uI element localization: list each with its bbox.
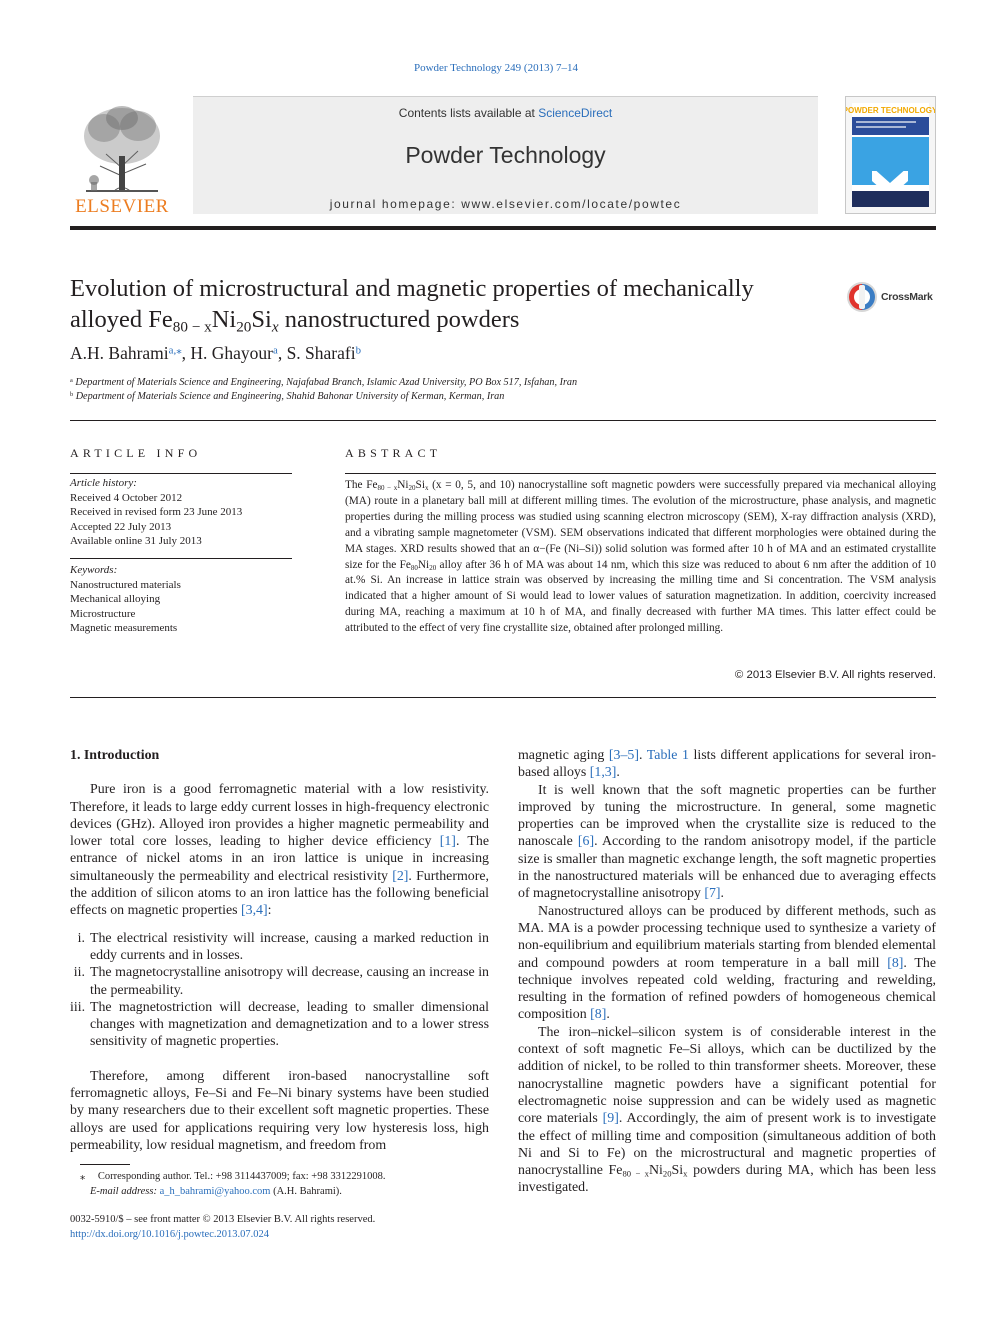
author-affiliation-link[interactable]: b: [355, 344, 362, 357]
abstract-divider: [345, 473, 936, 474]
email-link[interactable]: a_h_bahrami@yahoo.com: [159, 1185, 271, 1197]
author-name: H. Ghayour: [190, 343, 273, 363]
title-line-2: alloyed $Fe_{80 - x}Ni_{20}Si_x$ nanostructured powders: [70, 306, 520, 336]
keyword: Magnetic measurements: [70, 622, 178, 634]
author-affiliation-link[interactable]: a: [273, 344, 278, 357]
keywords-divider: [70, 558, 292, 559]
issn-line: 0032-5910/$ – see front matter © 2013 Elsevier B.V. All rights reserved.: [70, 1214, 376, 1225]
cover-art-icon: [846, 97, 935, 213]
elsevier-wordmark: ELSEVIER: [75, 196, 169, 216]
citation-link[interactable]: [3,4]: [241, 903, 268, 919]
body-paragraph: The iron–nickel–silicon system is of considerable interest in the context of soft magnetic Fe–Si alloys, which can be ductilized by the addition of nickel, to be rolled to thin transformer sheets. Moreover, these nanocrystalline magnetic powders have a significant potential for electromagnetic noise suppression and can be widely used as magnetic core materials [9]. Accordingly, the aim of present work is to investigate the effect of milling time and composition (simultaneous addition of both Ni and Si to Fe) on the microstructural and magnetic properties of nanocrystalline $Fe_{80 - x}Ni_{20}Si_x$ powders during MA, which has been less investigated.: [518, 1024, 936, 1196]
history-item: Received in revised form 23 June 2013: [70, 506, 243, 518]
email-note: E-mail address: a_h_bahrami@yahoo.com (A.H. Bahrami).: [90, 1185, 342, 1197]
elsevier-tree-icon: [70, 96, 174, 216]
body-right-column: [518, 747, 936, 1197]
article-info-divider: [70, 473, 292, 474]
citation-link[interactable]: [1,3]: [589, 765, 617, 781]
article-info-heading: ARTICLE INFO: [70, 446, 202, 460]
history-item: Available online 31 July 2013: [70, 535, 202, 547]
keyword: Microstructure: [70, 607, 136, 620]
section-heading: 1. Introduction: [70, 748, 160, 763]
footnotes: [80, 1170, 490, 1199]
affiliation-b: $^b$ Department of Materials Science and Engineering, Shahid Bahonar University of Kerman, Kerman, Iran: [70, 390, 505, 402]
contents-prefix: Contents lists available at: [398, 106, 539, 120]
title-line-1: Evolution of microstructural and magnetic properties of mechanically: [70, 275, 754, 302]
doi-link[interactable]: http://dx.doi.org/10.1016/j.powtec.2013.07.024: [70, 1228, 270, 1240]
body-paragraph: It is well known that the soft magnetic properties can be further improved by tuning the microstructure. In general, some magnetic properties can be improved when the crystallite size is reduced to the nanoscale [6]. According to the random anisotropy model, if the particle size is smaller than magnetic exchange length, the soft magnetic properties in the nanostructured materials will be enhanced due to averaging effects of magnetocrystalline anisotropy [7].: [518, 782, 936, 902]
body-left-column: [70, 747, 489, 1154]
list-item: i. The electrical resistivity will increase, causing a marked reduction in eddy currents and in losses.: [77, 930, 489, 963]
journal-banner: [193, 96, 818, 214]
body-divider: [70, 697, 936, 698]
crossmark-label: CrossMark: [881, 291, 933, 303]
citation-link[interactable]: [1]: [439, 834, 456, 850]
affiliation-a: $^a$ Department of Materials Science and Engineering, Najafabad Branch, Islamic Azad University, PO Box 517, Isfahan, Iran: [70, 376, 578, 388]
history-item: Accepted 22 July 2013: [70, 520, 172, 533]
article-title: [70, 273, 810, 335]
abstract-heading: ABSTRACT: [345, 446, 442, 460]
author-name: A.H. Bahrami: [70, 343, 169, 363]
history-item: Received 4 October 2012: [70, 491, 183, 504]
keywords: [70, 563, 181, 636]
crossmark-icon: [846, 281, 878, 313]
copyright-notice: © 2013 Elsevier B.V. All rights reserved.: [734, 669, 936, 681]
author-list: A.H. Bahrami$^{a,⁎}$, H. Ghayour$^a$, S. Sharafi$^b$: [70, 343, 362, 363]
body-paragraph: Therefore, among different iron-based nanocrystalline soft ferromagnetic alloys, Fe–Si and Fe–Ni binary systems have been studied by many researchers due to their excellent soft magnetic properties. These alloys are used for applications requiring very low hysteresis loss, high permeability, low residual magnetism, and freedom from: [70, 1068, 489, 1153]
history-label: Article history:: [70, 477, 137, 489]
keyword: Nanostructured materials: [70, 578, 181, 591]
citation-link[interactable]: [2]: [392, 868, 409, 884]
sciencedirect-link[interactable]: ScienceDirect: [538, 106, 613, 120]
author-affiliation-link[interactable]: a,⁎: [168, 344, 182, 357]
contents-line: [193, 106, 818, 120]
journal-citation-link[interactable]: Powder Technology 249 (2013) 7–14: [413, 62, 578, 74]
affiliation-divider: [70, 420, 936, 421]
body-paragraph: Nanostructured alloys can be produced by different methods, such as MA. MA is a powder processing technique used to synthesize a variety of non-equilibrium and equilibrium materials starting from blended elemental and compound powders at room temperature in a ball mill [8]. The technique involves repeated cold welding, fracturing and rewelding, resulting in the formation of refined powders of homogeneous chemical composition [8].: [518, 903, 936, 1023]
citation-link[interactable]: [7]: [704, 886, 721, 902]
corresponding-author-note: ⁎ Corresponding author. Tel.: +98 3114437009; fax: +98 3312291008.: [80, 1171, 386, 1182]
keywords-label: Keywords:: [70, 564, 118, 576]
citation-link[interactable]: [8]: [590, 1007, 607, 1023]
footnote-divider: [80, 1164, 130, 1165]
citation-link[interactable]: [8]: [887, 955, 904, 971]
journal-cover-image: [845, 96, 936, 214]
journal-homepage[interactable]: journal homepage: www.elsevier.com/locate/powtec: [329, 197, 682, 211]
keyword: Mechanical alloying: [70, 593, 161, 605]
cover-title: POWDER TECHNOLOGY: [846, 106, 935, 115]
header-divider: [70, 226, 936, 230]
body-paragraph: magnetic aging [3–5]. Table 1 lists different applications for several iron-based alloys [1,3].: [518, 748, 936, 781]
elsevier-logo: [70, 96, 174, 216]
crossmark-button[interactable]: [846, 280, 941, 314]
issn-block: [70, 1213, 490, 1242]
table-link[interactable]: Table 1: [646, 748, 689, 763]
list-item: ii. The magnetocrystalline anisotropy will decrease, causing an increase in the permeability.: [73, 965, 489, 998]
journal-name: Powder Technology: [405, 142, 606, 168]
article-history: [70, 476, 242, 549]
list-item: iii. The magnetostriction will decrease, leading to smaller dimensional changes with magnetization and demagnetization and to a lower stress sensitivity of magnetic properties.: [70, 999, 489, 1050]
effects-list: [70, 930, 489, 1051]
abstract-text: The $Fe_{80 - x}Ni_{20}Si_x$ (x = 0, 5, and 10) nanocrystalline soft magnetic powders were successfully prepared via mechanical alloying (MA) route in a planetary ball mill at different milling times. The evolution of the microstructure, phase analysis, and magnetic properties during the milling process was studied using scanning electron microscopy (SEM), X-ray diffraction analysis (XRD), and a vibrating sample magnetometer (VSM). SEM observations indicated that different morphologies were obtained during the MA stages. XRD results showed that an α−(Fe (Ni–Si)) solid solution was formed after 10 h of MA and an estimated crystallite size for the $Fe_{80}Ni_{20}$ alloy after 36 h of MA was about 14 nm, which this size was reduced to about 6 nm after the addition of 10 at.% Si. An increase in lattice strain was observed by increasing the milling time and Si concentration. The VSM analysis indicated that a higher amount of Si would lead to lower values of saturation magnetization. In addition, coercivity increased during MA, reaching a maximum at 10 h of MA, and finally decreased with further MA times. This latter effect could be attributed to the effect of very fine crystallite size, obtained after prolonged milling.: [345, 479, 937, 635]
citation-link[interactable]: [3–5]: [608, 748, 639, 763]
citation-link[interactable]: [6]: [577, 834, 595, 850]
citation-link[interactable]: [9]: [602, 1111, 619, 1127]
body-paragraph: Pure iron is a good ferromagnetic material with a low resistivity. Therefore, it leads to large eddy current losses in high-frequency electronic devices (GHz). Alloyed iron provides a higher magnetic permeability and lower total core losses, leading to higher device efficiency [1]. The entrance of nickel atoms in an iron lattice is unique in increasing simultaneously the permeability and electrical resistivity [2]. Furthermore, the addition of silicon atoms to an iron lattice has the following beneficial effects on magnetic properties [3,4]:: [70, 782, 489, 919]
author-name: S. Sharafi: [286, 343, 356, 363]
